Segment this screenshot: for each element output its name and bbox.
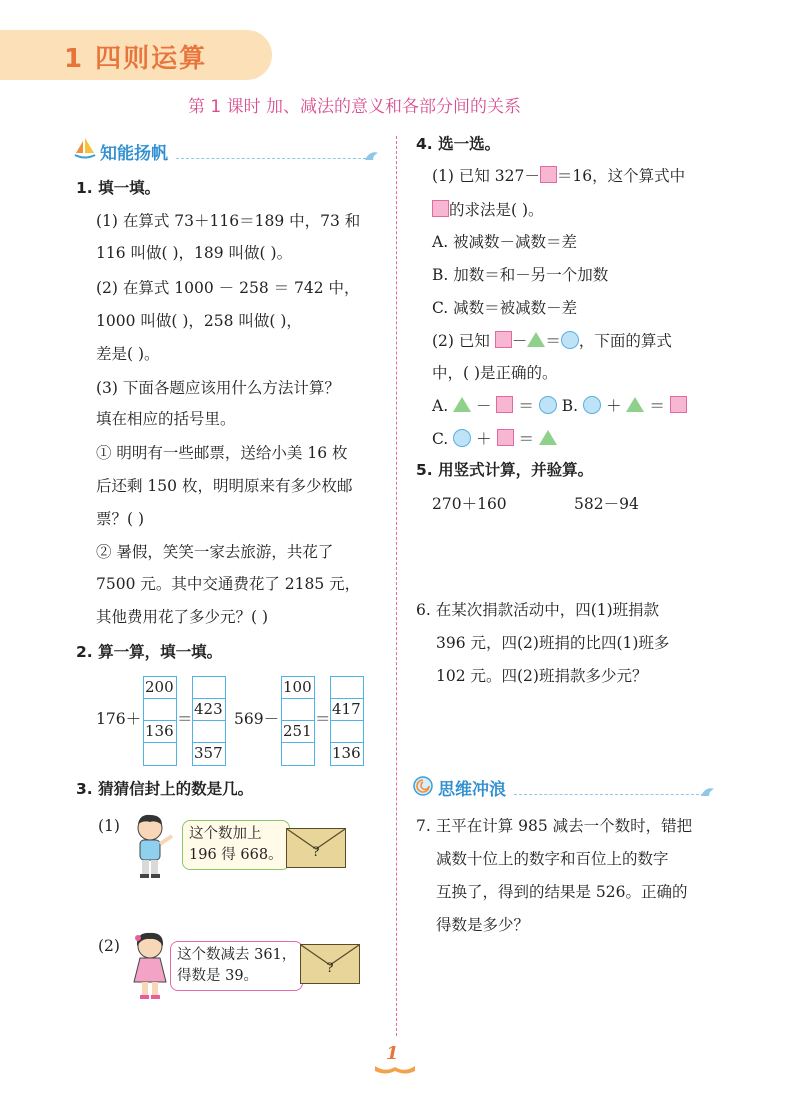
q4-option: C. 减数＝被减数－差: [432, 299, 578, 317]
q1-line: ① 明明有一些邮票，送给小美 16 枚: [96, 444, 348, 462]
envelope-mark: ?: [312, 845, 320, 860]
q1-line: 差是( )。: [96, 345, 160, 363]
q2-left-prefix: 176＋: [96, 710, 142, 728]
square-shape: [670, 396, 687, 413]
section-divider: [514, 794, 704, 795]
q1-line: 票？( ): [96, 510, 145, 528]
q1-line: ② 暑假，笑笑一家去旅游，共花了: [96, 543, 334, 561]
chapter-title: 1 四则运算: [64, 44, 208, 74]
q4-text: ，下面的算式: [578, 332, 672, 350]
bubble-line: 得数是 39。: [177, 968, 259, 984]
bubble-line: 这个数减去 361，: [177, 947, 297, 963]
option-label: C.: [432, 430, 449, 448]
operator: ＝: [545, 332, 561, 350]
triangle-shape: [626, 397, 644, 412]
grid-line: [143, 698, 177, 699]
book-icon: [374, 1064, 416, 1074]
triangle-shape: [539, 430, 557, 445]
lesson-title: 第 1 课时 加、减法的意义和各部分间的关系: [188, 97, 522, 117]
square-shape: [540, 166, 557, 183]
q4-option-row: [432, 395, 687, 417]
grid-line: [143, 742, 177, 743]
q1-line: 其他费用花了多少元？( ): [96, 608, 269, 626]
section-head-left: 知能扬帆: [100, 144, 168, 164]
q3-part-label: (2): [98, 937, 120, 955]
envelope-icon: [300, 944, 360, 984]
operator: ＝: [518, 397, 534, 415]
q5-expression: 270＋160: [432, 495, 507, 513]
q4-line: 中，( )是正确的。: [432, 364, 558, 382]
q6-line: 102 元。四(2)班捐款多少元？: [436, 667, 648, 685]
q1-line: 7500 元。其中交通费花了 2185 元，: [96, 575, 361, 593]
q3-part-label: (1): [98, 817, 120, 835]
q4-text: (2) 已知: [432, 332, 490, 350]
q1-line: 116 叫做( )，189 叫做( )。: [96, 244, 293, 262]
q5-expression: 582－94: [574, 495, 639, 513]
sailboat-icon: [74, 136, 96, 160]
q1-line: (2) 在算式 1000 － 258 ＝ 742 中，: [96, 279, 360, 297]
q5-title: 5. 用竖式计算，并验算。: [416, 461, 594, 479]
square-shape: [432, 200, 449, 217]
equals-sign: ＝: [177, 710, 193, 728]
equals-sign: ＝: [315, 710, 331, 728]
q1-title: 1. 填一填。: [76, 179, 161, 197]
grid-cell: 136: [332, 744, 361, 762]
q7-line: 互换了，得到的结果是 526。正确的: [436, 883, 688, 901]
q4-option-row: [432, 428, 557, 450]
wave-icon: [700, 784, 716, 798]
q2-right-prefix: 569－: [234, 710, 280, 728]
grid-line: [192, 720, 226, 721]
q4-option: B. 加数＝和－另一个加数: [432, 266, 609, 284]
circle-shape: [453, 429, 471, 447]
boy-character-icon: [128, 812, 176, 882]
circle-shape: [561, 331, 579, 349]
q1-line: (1) 在算式 73＋116＝189 中，73 和: [96, 212, 361, 230]
triangle-shape: [453, 397, 471, 412]
envelope-mark: ?: [326, 961, 334, 976]
q7-line: 减数十位上的数字和百位上的数字: [436, 850, 669, 868]
q4-line: [432, 165, 685, 187]
grid-line: [281, 698, 315, 699]
swirl-icon: [412, 775, 434, 797]
q4-text: 的求法是( )。: [449, 201, 544, 219]
grid-cell: 357: [194, 744, 223, 762]
section-divider: [176, 158, 366, 159]
grid-cell: 136: [145, 722, 174, 740]
section-head-right: 思维冲浪: [438, 780, 506, 800]
q4-line: [432, 330, 672, 352]
square-shape: [496, 396, 513, 413]
grid-cell: 100: [283, 678, 312, 696]
q6-line: 396 元，四(2)班捐的比四(1)班多: [436, 634, 670, 652]
operator: ＋: [605, 397, 622, 415]
q3-title: 3. 猜猜信封上的数是几。: [76, 780, 254, 798]
q1-line: (3) 下面各题应该用什么方法计算？: [96, 379, 340, 397]
operator: ＋: [476, 430, 492, 448]
speech-bubble: [170, 941, 303, 991]
operator: ＝: [518, 430, 535, 448]
grid-cell: 423: [194, 700, 223, 718]
operator: －: [476, 397, 492, 415]
q4-text: (1) 已知 327－: [432, 167, 540, 185]
square-shape: [497, 429, 514, 446]
option-label: A.: [432, 397, 449, 415]
q7-line: 得数是多少？: [436, 916, 530, 934]
wave-icon: [364, 148, 380, 162]
q6-line: 6. 在某次捐款活动中，四(1)班捐款: [416, 601, 660, 619]
q4-line: [432, 199, 544, 221]
q1-line: 填在相应的括号里。: [96, 410, 236, 428]
page-number: 1: [386, 1043, 399, 1064]
q1-line: 1000 叫做( )，258 叫做( )，: [96, 312, 302, 330]
grid-cell: 200: [145, 678, 174, 696]
q4-option: A. 被减数－减数＝差: [432, 233, 578, 251]
operator: －: [511, 332, 528, 350]
circle-shape: [583, 396, 601, 414]
bubble-line: 196 得 668。: [189, 847, 283, 863]
grid-line: [330, 720, 364, 721]
q7-line: 7. 王平在计算 985 减去一个数时，错把: [416, 817, 693, 835]
grid-line: [281, 742, 315, 743]
q4-title: 4. 选一选。: [416, 135, 501, 153]
speech-bubble: [182, 820, 290, 870]
grid-cell: 251: [283, 722, 312, 740]
q1-line: 后还剩 150 枚，明明原来有多少枚邮: [96, 477, 353, 495]
operator: ＝: [649, 397, 665, 415]
circle-shape: [539, 396, 557, 414]
bubble-line: 这个数加上: [189, 826, 262, 842]
triangle-shape: [527, 332, 545, 347]
q4-text: ＝16，这个算式中: [556, 167, 686, 185]
girl-character-icon: [128, 930, 174, 1002]
column-divider: [396, 136, 397, 1036]
grid-cell: 417: [332, 700, 361, 718]
square-shape: [495, 331, 512, 348]
option-label: B.: [561, 397, 579, 415]
envelope-icon: [286, 828, 346, 868]
q2-title: 2. 算一算，填一填。: [76, 643, 223, 661]
